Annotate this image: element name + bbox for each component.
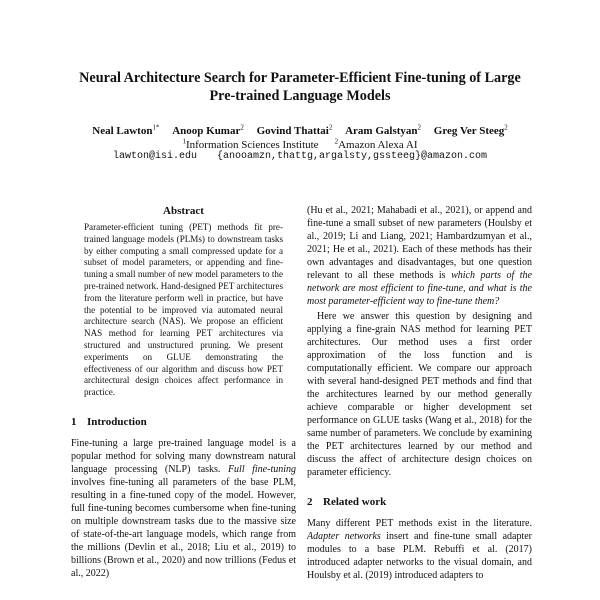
author: Neal Lawton$^{1*}$ (92, 123, 160, 137)
left-column (71, 204, 296, 580)
author: Govind Thattai$^2$ (256, 123, 333, 137)
related-work-paragraph: Many different PET methods exist in the literature. Adapter networks insert and fine-tune small adapter modules to a base PLM. Rebuffi et al. (2017) introduced adapter networks to the visual domain, and Houlsby et al. (2019) introduced adapters to (307, 518, 532, 581)
introduction-paragraph-2: Here we answer this question by designing and applying a fine-grain NAS method for learning PET architectures. Our method uses a first order approximation of the loss function and is computationally efficient. We compare our approach with several hand-designed PET methods and find that the architectures learned by our method generally achieve comparable or higher development set performance on GLUE tasks (Wang et al., 2018) for the same number of parameters. We conclude by examining the PET architectures learned by our method and discuss the affect of architecture design choices on parameter efficiency. (307, 311, 532, 478)
paper-title (60, 69, 540, 105)
email: lawton@isi.edu (112, 151, 197, 162)
author: Greg Ver Steeg$^2$ (433, 123, 508, 137)
right-column (307, 204, 532, 582)
title-line-1: Neural Architecture Search for Parameter-Efficient Fine-tuning of Large (79, 70, 521, 86)
introduction-paragraph: Fine-tuning a large pre-trained language model is a popular method for solving many downstream natural language processing (NLP) tasks. Full fine-tuning involves fine-tuning all parameters of the base PLM, resulting in a fine-tuned copy of the model. However, full fine-tuning becomes cumbersome when fine-tuning on multiple downstream tasks due to the massive size of state-of-the-art language models, which range from the millions (Devlin et al., 2018; Liu et al., 2019) to billions (Brown et al., 2020) and now trillions (Fedus et al., 2022) (71, 437, 297, 579)
abstract-heading: Abstract (163, 205, 204, 217)
introduction-paragraph-continued: (Hu et al., 2021; Mahabadi et al., 2021), or append and fine-tune a small subset of new parameters (Houlsby et al., 2019; Li and Liang, 2021; Hambardzumyan et al., 2021; He et al., 2021). Each of these methods has their own advantages and disadvantages, but one question relevant to all these methods is which parts of the network are most efficient to fine-tune, and what is the most parameter-efficient way to fine-tune them? (307, 205, 532, 307)
affiliation: $^2$Amazon Alexa AI (334, 137, 418, 151)
abstract-text: Parameter-efficient tuning (PET) methods fit pre-trained language models (PLMs) to downstream tasks by either computing a small compressed update for a subset of model parameters, or appending and fine-tuning a small number of new model parameters to the pre-trained network. Hand-designed PET architectures from the literature perform well in practice, but have the potential to be improved via automated neural architecture search (NAS). We propose an efficient NAS method for learning PET architectures via structured and unstructured pruning. We present experiments on GLUE demonstrating the effectiveness of our algorithm and discuss how PET architectural design choices affect performance in practice. (84, 222, 283, 398)
author: Anoop Kumar$^2$ (172, 123, 244, 137)
related-work-heading: 2 Related work (307, 496, 387, 508)
author: Aram Galstyan$^2$ (345, 123, 422, 137)
title-line-2: Pre-trained Language Models (209, 88, 391, 104)
introduction-heading: 1 Introduction (71, 415, 147, 428)
affiliation: $^1$Information Sciences Institute (182, 137, 319, 151)
author-emails (40, 150, 560, 163)
email: {anooamzn,thattg,argalsty,gssteeg}@amazon.com (216, 151, 488, 162)
affiliations (40, 134, 560, 152)
